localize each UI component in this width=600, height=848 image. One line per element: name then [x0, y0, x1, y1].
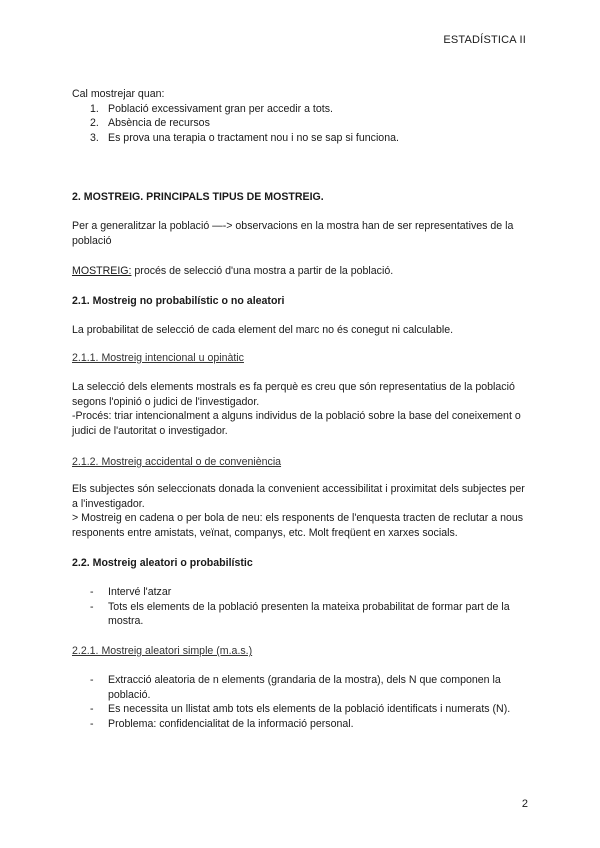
definition-text: procés de selecció d'una mostra a partir de la població.	[131, 265, 394, 277]
page-number: 2	[521, 798, 528, 810]
section-2-1-heading: 2.1. Mostreig no probabilístic o no aleatori	[72, 295, 285, 307]
section-2-1-1-heading: 2.1.1. Mostreig intencional u opinàtic	[72, 352, 244, 364]
definition-term: MOSTREIG:	[72, 265, 132, 277]
section-2-heading: 2. MOSTREIG. PRINCIPALS TIPUS DE MOSTREIG.	[72, 191, 324, 203]
list-item: - Es necessita un llistat amb tots els elements de la població identificats i numerats (N).	[90, 703, 511, 715]
section-2-1-paragraph: La probabilitat de selecció de cada element del marc no és conegut ni calculable.	[72, 324, 454, 336]
list-item: - Problema: confidencialitat de la informació personal.	[90, 717, 354, 730]
intro-list	[72, 102, 530, 146]
section-2-1-2-paragraph: Els subjectes són seleccionats donada la convenient accessibilitat i proximitat dels subjectes per a l'investigador.	[72, 483, 525, 510]
section-2-2-1-list	[72, 673, 530, 731]
list-item: 3. Es prova una terapia o tractament nou i no se sap si funciona.	[90, 131, 399, 144]
list-item: - Extracció aleatoria de n elements (grandaria de la mostra), dels N que componen la població.	[90, 674, 501, 701]
list-item: 1. Població excessivament gran per accedir a tots.	[90, 102, 333, 115]
section-2-paragraph: Per a generalitzar la població —-> observacions en la mostra han de ser representatives de la població	[72, 220, 514, 247]
running-header: ESTADÍSTICA II	[443, 34, 526, 46]
list-item: 2. Absència de recursos	[90, 117, 210, 129]
list-item: - Intervé l'atzar	[90, 586, 172, 598]
section-2-1-2-note: > Mostreig en cadena o per bola de neu: els responents de l'enquesta tracten de reclutar a nous responents entre amistats, veïnat, companys, etc. Molt freqüent en xarxes socials.	[72, 512, 524, 539]
list-item: - Tots els elements de la població presenten la mateixa probabilitat de formar part de la mostra.	[90, 600, 510, 627]
intro-lead: Cal mostrejar quan:	[72, 88, 165, 100]
mostreig-definition	[72, 264, 530, 279]
section-2-1-2-heading: 2.1.2. Mostreig accidental o de conveniència	[72, 456, 282, 468]
section-2-1-1-process: -Procés: triar intencionalment a alguns individus de la població sobre la base del coneixement o judici de l'autoritat o investigador.	[72, 410, 521, 437]
section-2-1-1-paragraph: La selecció dels elements mostrals es fa perquè es creu que són representatius de la població segons l'opinió o judici de l'investigador.	[72, 381, 515, 408]
section-2-2-heading: 2.2. Mostreig aleatori o probabilístic	[72, 557, 253, 569]
section-2-2-list	[72, 585, 530, 629]
intro-block	[72, 87, 530, 145]
section-2-2-1-heading: 2.2.1. Mostreig aleatori simple (m.a.s.)	[72, 645, 253, 657]
